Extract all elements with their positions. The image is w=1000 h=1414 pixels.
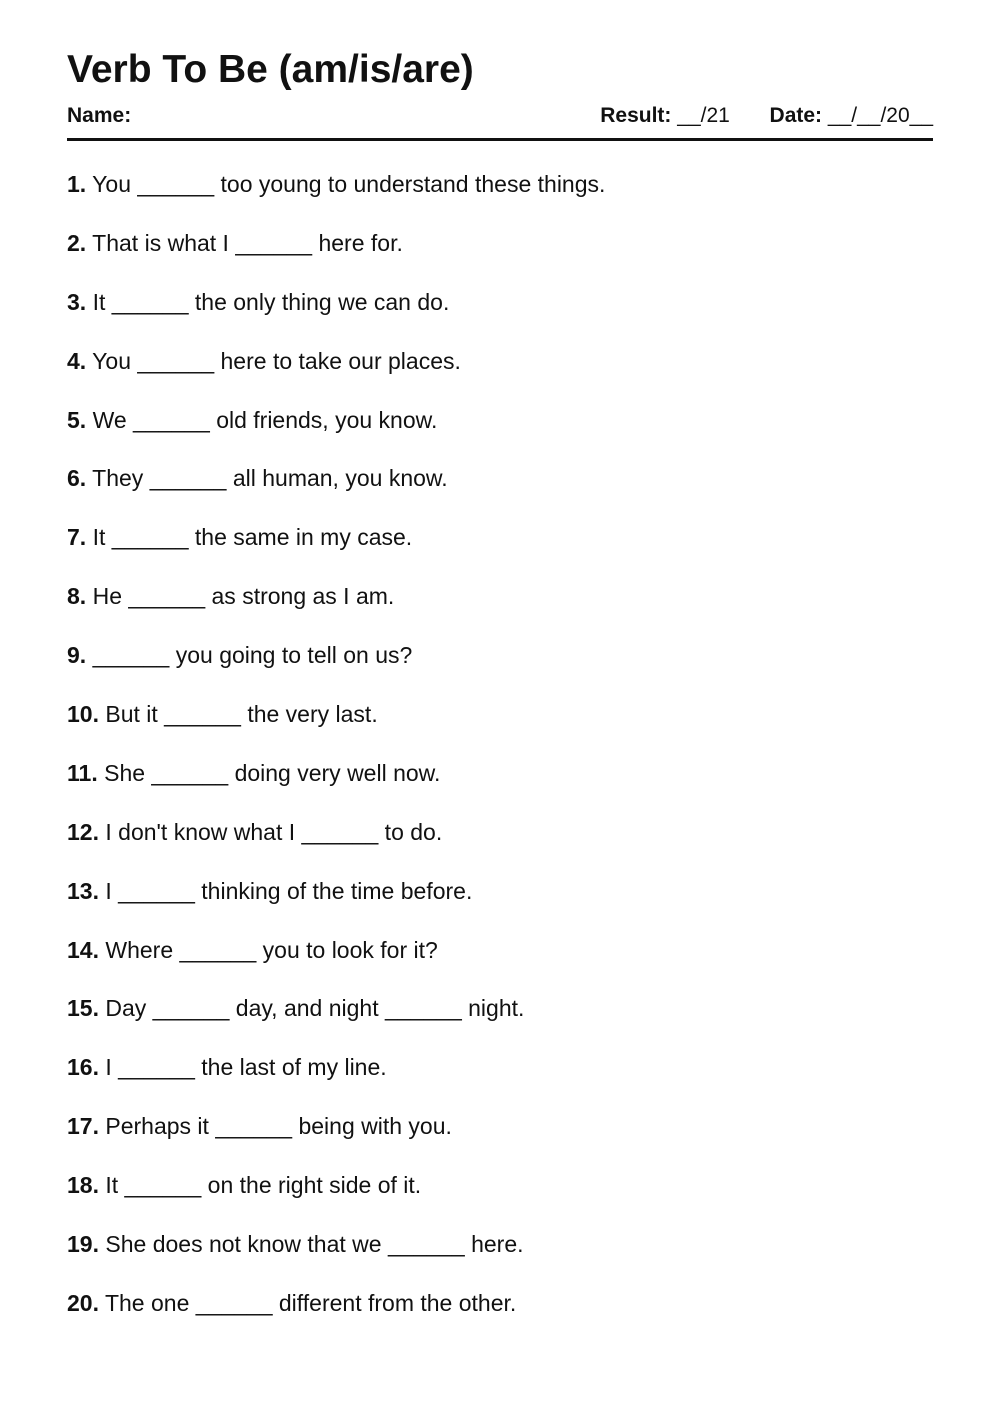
question-text: Day ______ day, and night ______ night. <box>105 995 525 1022</box>
question-number: 2. <box>67 229 87 256</box>
question-item <box>67 404 605 463</box>
question-text: You ______ here to take our places. <box>92 347 461 374</box>
question-text: That is what I ______ here for. <box>92 229 403 256</box>
question-item <box>67 757 605 816</box>
question-text: He ______ as strong as I am. <box>92 583 395 610</box>
question-number: 14. <box>67 936 99 963</box>
question-text: She ______ doing very well now. <box>104 759 441 786</box>
date-label: Date: <box>769 104 823 127</box>
question-item <box>67 992 605 1051</box>
question-list <box>67 168 605 1346</box>
question-text: I don't know what I ______ to do. <box>105 818 443 845</box>
question-item <box>67 345 605 404</box>
question-item <box>67 286 605 345</box>
question-item <box>67 227 605 286</box>
question-number: 4. <box>67 347 87 374</box>
question-item <box>67 816 605 875</box>
question-text: The one ______ different from the other. <box>104 1289 517 1316</box>
question-number: 17. <box>67 1113 99 1140</box>
question-text: Perhaps it ______ being with you. <box>105 1113 452 1140</box>
question-number: 18. <box>67 1172 99 1199</box>
question-number: 13. <box>67 877 99 904</box>
question-item <box>67 580 605 639</box>
question-item <box>67 168 605 227</box>
question-item <box>67 1287 605 1346</box>
date-value: __/__/20__ <box>827 104 933 127</box>
question-item <box>67 934 605 993</box>
question-text: But it ______ the very last. <box>105 701 378 728</box>
question-item <box>67 462 605 521</box>
question-text: I ______ the last of my line. <box>105 1054 387 1081</box>
question-text: She does not know that we ______ here. <box>105 1231 524 1258</box>
worksheet-title: Verb To Be (am/is/are) <box>67 48 474 91</box>
question-text: They ______ all human, you know. <box>92 465 448 492</box>
name-label: Name: <box>67 104 132 127</box>
worksheet-meta-row <box>67 102 933 130</box>
question-text: It ______ the only thing we can do. <box>92 288 450 315</box>
question-item <box>67 698 605 757</box>
result-label: Result: <box>600 104 672 127</box>
question-number: 6. <box>67 465 87 492</box>
question-number: 11. <box>67 759 98 786</box>
question-number: 16. <box>67 1054 99 1081</box>
question-number: 19. <box>67 1231 99 1258</box>
question-item <box>67 521 605 580</box>
question-number: 20. <box>67 1289 99 1316</box>
question-item <box>67 1169 605 1228</box>
question-text: I ______ thinking of the time before. <box>105 877 473 904</box>
question-number: 7. <box>67 524 87 551</box>
question-number: 9. <box>67 642 87 669</box>
question-text: You ______ too young to understand these things. <box>92 171 606 197</box>
question-text: Where ______ you to look for it? <box>105 936 438 963</box>
question-number: 3. <box>67 288 87 315</box>
question-number: 12. <box>67 818 99 845</box>
question-number: 8. <box>67 583 87 610</box>
question-number: 5. <box>67 406 87 433</box>
question-text: ______ you going to tell on us? <box>92 642 413 669</box>
question-text: It ______ on the right side of it. <box>105 1172 422 1199</box>
question-item <box>67 639 605 698</box>
question-item <box>67 1228 605 1287</box>
question-item <box>67 1051 605 1110</box>
question-text: We ______ old friends, you know. <box>92 406 438 433</box>
question-number: 15. <box>67 995 99 1022</box>
question-item <box>67 875 605 934</box>
header-divider <box>67 138 933 141</box>
result-value: __/21 <box>677 104 730 127</box>
question-number: 10. <box>67 701 99 728</box>
question-text: It ______ the same in my case. <box>92 524 413 551</box>
result-date-group <box>600 102 933 130</box>
question-item <box>67 1110 605 1169</box>
question-number: 1. <box>67 171 87 197</box>
